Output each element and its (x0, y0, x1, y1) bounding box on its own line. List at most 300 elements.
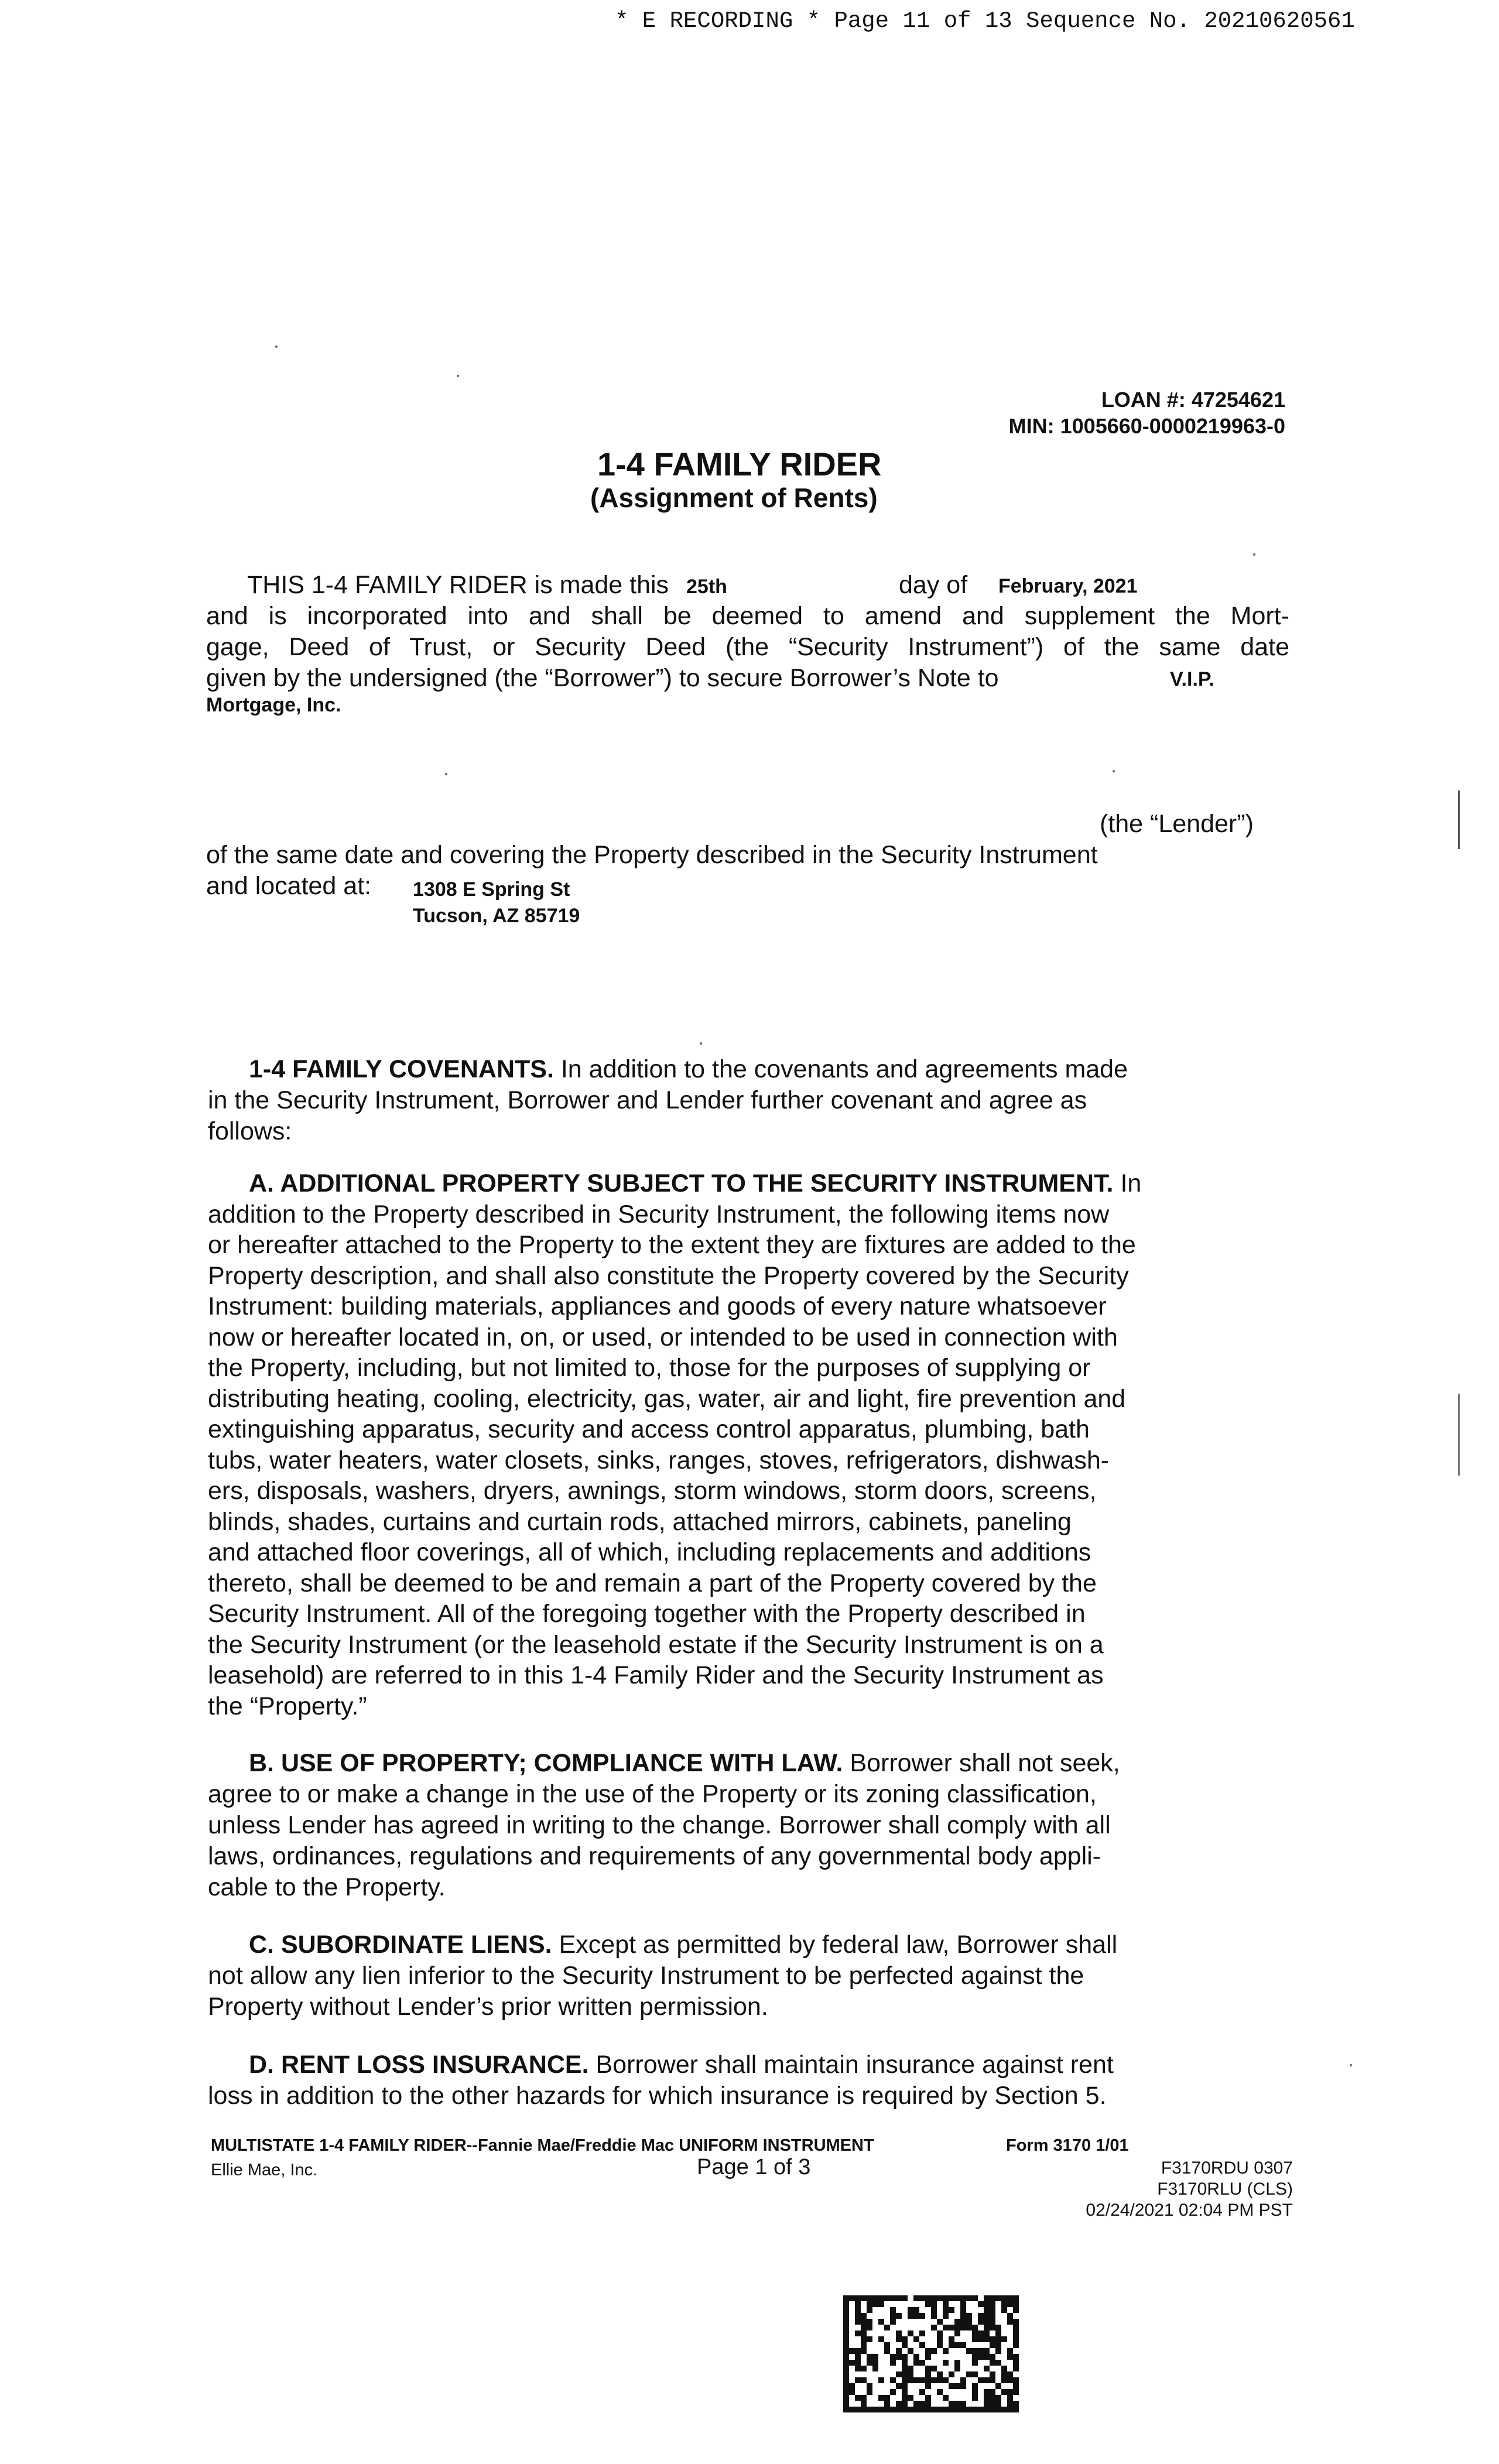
barcode-module (1013, 2325, 1019, 2330)
barcode-module (949, 2383, 954, 2389)
barcode-module (849, 2407, 855, 2412)
barcode-module (884, 2348, 890, 2354)
barcode-module (943, 2313, 949, 2319)
barcode-module (878, 2336, 884, 2342)
barcode-module (855, 2319, 861, 2325)
barcode-module (937, 2377, 943, 2383)
barcode-module (931, 2295, 937, 2301)
barcode-module (949, 2295, 954, 2301)
section-b (208, 1748, 1291, 1903)
section-b-line: unless Lender has agreed in writing to the change. Borrower shall comply with all (208, 1811, 1111, 1839)
barcode-module (1013, 2307, 1019, 2313)
barcode-module (849, 2295, 855, 2301)
rider-day: 25th (686, 576, 727, 598)
barcode-module (1007, 2348, 1013, 2354)
barcode-module (867, 2319, 872, 2325)
barcode-module (872, 2301, 878, 2307)
section-a-line: addition to the Property described in Security Instrument, the following items now (208, 1200, 1110, 1228)
barcode-module (925, 2395, 931, 2401)
barcode-module (919, 2360, 925, 2366)
barcode-module (867, 2325, 872, 2330)
barcode-module (931, 2307, 937, 2313)
barcode-module (990, 2295, 995, 2301)
barcode-module (925, 2401, 931, 2407)
barcode-module (960, 2407, 966, 2412)
barcode-module (919, 2389, 925, 2395)
barcode-module (872, 2354, 878, 2360)
barcode-module (913, 2295, 919, 2301)
barcode-module (990, 2307, 995, 2313)
barcode-module (872, 2360, 878, 2366)
barcode-module (855, 2354, 861, 2360)
barcode-module (984, 2301, 990, 2307)
barcode-module (902, 2354, 908, 2360)
scan-speck (457, 375, 459, 377)
page-subtitle: (Assignment of Rents) (590, 482, 878, 513)
barcode-module (843, 2371, 849, 2377)
barcode-module (867, 2307, 872, 2313)
barcode-module (931, 2313, 937, 2319)
section-a-line: or hereafter attached to the Property to the extent they are fixtures are added to the (208, 1231, 1136, 1259)
barcode-module (949, 2401, 954, 2407)
barcode-module (995, 2407, 1001, 2412)
barcode-module (855, 2366, 861, 2371)
covenants-text-1: In addition to the covenants and agreements made (560, 1055, 1128, 1083)
barcode-module (896, 2407, 902, 2412)
section-d (208, 2049, 1291, 2111)
barcode-module (943, 2348, 949, 2354)
barcode-module (913, 2401, 919, 2407)
barcode-module (843, 2395, 849, 2401)
barcode-module (966, 2325, 972, 2330)
barcode-module (1001, 2366, 1007, 2371)
barcode-module (843, 2342, 849, 2348)
barcode-module (902, 2360, 908, 2366)
barcode-module (861, 2336, 867, 2342)
barcode-module (966, 2295, 972, 2301)
barcode-module (984, 2307, 990, 2313)
section-a (208, 1168, 1291, 1722)
barcode-module (878, 2295, 884, 2301)
barcode-module (843, 2319, 849, 2325)
section-a-first-word: In (1120, 1169, 1142, 1197)
scan-speck (700, 1042, 702, 1045)
section-b-line-0 (208, 1748, 1291, 1779)
covenants-intro (208, 1054, 1291, 1147)
recording-header: * E RECORDING * Page 11 of 13 Sequence No. 20210620561 (615, 8, 1355, 34)
barcode-module (990, 2389, 995, 2395)
barcode-module (990, 2395, 995, 2401)
barcode-module (949, 2342, 954, 2348)
barcode-module (902, 2407, 908, 2412)
barcode-module (995, 2330, 1001, 2336)
barcode-module (867, 2354, 872, 2360)
barcode-module (896, 2295, 902, 2301)
barcode-module (849, 2360, 855, 2366)
barcode-module (1013, 2330, 1019, 2336)
barcode-module (943, 2395, 949, 2401)
barcode-module (867, 2295, 872, 2301)
barcode-module (954, 2295, 960, 2301)
barcode-module (843, 2383, 849, 2389)
rider-month-year: February, 2021 (998, 575, 1138, 597)
barcode-module (843, 2360, 849, 2366)
barcode-module (1013, 2407, 1019, 2412)
barcode-module (861, 2325, 867, 2330)
barcode-module (1007, 2377, 1013, 2383)
barcode-module (843, 2301, 849, 2307)
barcode-module (937, 2389, 943, 2395)
barcode-module (913, 2407, 919, 2412)
barcode-module (931, 2301, 937, 2307)
barcode-module (1013, 2366, 1019, 2371)
barcode-module (919, 2377, 925, 2383)
barcode-module (995, 2360, 1001, 2366)
barcode-module (931, 2407, 937, 2412)
barcode-module (919, 2342, 925, 2348)
barcode-module (954, 2407, 960, 2412)
barcode-module (972, 2389, 978, 2395)
barcode-module (954, 2366, 960, 2371)
barcode-module (1007, 2389, 1013, 2395)
barcode-module (984, 2348, 990, 2354)
barcode-module (943, 2307, 949, 2313)
scan-edge-mark (1458, 790, 1460, 849)
barcode-module (1007, 2319, 1013, 2325)
barcode-module (913, 2307, 919, 2313)
barcode-module (995, 2383, 1001, 2389)
barcode-module (913, 2313, 919, 2319)
barcode-module (937, 2295, 943, 2301)
barcode-module (990, 2407, 995, 2412)
barcode-module (978, 2319, 984, 2325)
barcode-module (960, 2307, 966, 2313)
barcode-module (908, 2395, 913, 2401)
barcode-module (1013, 2383, 1019, 2389)
barcode-module (995, 2348, 1001, 2354)
barcode-module (878, 2301, 884, 2307)
barcode-module (954, 2360, 960, 2366)
barcode-module (1007, 2401, 1013, 2407)
barcode-module (884, 2325, 890, 2330)
section-c-heading: C. SUBORDINATE LIENS. (249, 1931, 552, 1959)
intro-line-5: of the same date and covering the Property described in the Security Instrument (206, 841, 1098, 869)
barcode-module (902, 2295, 908, 2301)
barcode-module (990, 2301, 995, 2307)
barcode-module (908, 2313, 913, 2319)
barcode-module (984, 2401, 990, 2407)
barcode-module (972, 2330, 978, 2336)
barcode-module (984, 2377, 990, 2383)
barcode-module (884, 2395, 890, 2401)
barcode-module (867, 2389, 872, 2395)
barcode-module (890, 2377, 896, 2383)
barcode-module (861, 2342, 867, 2348)
barcode-module (913, 2360, 919, 2366)
barcode-module (931, 2348, 937, 2354)
barcode-module (966, 2407, 972, 2412)
barcode-module (861, 2313, 867, 2319)
barcode-module (855, 2307, 861, 2313)
barcode-module (896, 2330, 902, 2336)
barcode-module (925, 2295, 931, 2301)
barcode-module (960, 2313, 966, 2319)
barcode-module (884, 2401, 890, 2407)
covenants-line-3: follows: (208, 1117, 292, 1145)
barcode-module (908, 2407, 913, 2412)
barcode-module (984, 2330, 990, 2336)
barcode-module (960, 2401, 966, 2407)
barcode-module (861, 2319, 867, 2325)
barcode-module (1001, 2295, 1007, 2301)
barcode-module (925, 2371, 931, 2377)
barcode-module (855, 2313, 861, 2319)
property-address-line-2: Tucson, AZ 85719 (413, 905, 580, 927)
barcode-module (867, 2360, 872, 2366)
barcode-module (855, 2395, 861, 2401)
barcode-module (867, 2336, 872, 2342)
barcode-module (1013, 2389, 1019, 2395)
barcode-module (843, 2348, 849, 2354)
section-b-first: Borrower shall not seek, (850, 1749, 1120, 1777)
barcode-module (937, 2336, 943, 2342)
barcode-module (1013, 2336, 1019, 2342)
barcode-module (908, 2330, 913, 2336)
barcode-module (884, 2407, 890, 2412)
barcode-module (896, 2313, 902, 2319)
barcode-module (1013, 2301, 1019, 2307)
barcode-module (990, 2377, 995, 2383)
barcode-module (1007, 2313, 1013, 2319)
barcode-module (937, 2319, 943, 2325)
intro-day-of: day of (899, 571, 968, 599)
barcode-module (978, 2330, 984, 2336)
section-b-line: cable to the Property. (208, 1873, 446, 1901)
intro-line-6: and located at: (206, 872, 372, 900)
barcode-module (849, 2348, 855, 2354)
barcode-module (954, 2342, 960, 2348)
barcode-module (890, 2313, 896, 2319)
barcode-module (984, 2319, 990, 2325)
barcode-module (990, 2371, 995, 2377)
barcode-module (855, 2348, 861, 2354)
barcode-module (1001, 2307, 1007, 2313)
barcode-module (966, 2371, 972, 2377)
lender-name-part-1: V.I.P. (1170, 668, 1214, 690)
barcode-module (843, 2307, 849, 2313)
barcode-module (972, 2407, 978, 2412)
section-b-line: agree to or make a change in the use of the Property or its zoning classification, (208, 1780, 1097, 1808)
barcode-module (1013, 2342, 1019, 2348)
intro-line-2: and is incorporated into and shall be deemed to amend and supplement the Mort- (206, 602, 1289, 630)
barcode-module (902, 2383, 908, 2389)
barcode-module (954, 2325, 960, 2330)
barcode-module (855, 2330, 861, 2336)
barcode-module (1007, 2354, 1013, 2360)
barcode-module (943, 2301, 949, 2307)
barcode-module (966, 2313, 972, 2319)
barcode-module (1001, 2301, 1007, 2307)
barcode-module (960, 2383, 966, 2389)
barcode-module (878, 2407, 884, 2412)
section-a-line: now or hereafter located in, on, or used, or intended to be used in connection with (208, 1323, 1118, 1351)
barcode-module (1013, 2401, 1019, 2407)
covenants-line-2: in the Security Instrument, Borrower and Lender further covenant and agree as (208, 1086, 1087, 1114)
barcode-module (949, 2336, 954, 2342)
barcode-module (890, 2354, 896, 2360)
barcode-module (908, 2371, 913, 2377)
section-a-line: thereto, shall be deemed to be and remain a part of the Property covered by the (208, 1569, 1097, 1597)
barcode-module (1007, 2301, 1013, 2307)
barcode-module (990, 2342, 995, 2348)
barcode-module (925, 2383, 931, 2389)
barcode-module (1013, 2377, 1019, 2383)
barcode-module (960, 2295, 966, 2301)
barcode-module (872, 2366, 878, 2371)
barcode-module (937, 2342, 943, 2348)
barcode-module (896, 2354, 902, 2360)
barcode-module (890, 2307, 896, 2313)
section-c-line: Property without Lender’s prior written permission. (208, 1993, 768, 2021)
barcode-module (949, 2325, 954, 2330)
barcode-module (843, 2295, 849, 2301)
barcode-module (925, 2354, 931, 2360)
section-c-line: not allow any lien inferior to the Security Instrument to be perfected against the (208, 1962, 1084, 1990)
barcode-module (978, 2354, 984, 2360)
barcode-module (1013, 2360, 1019, 2366)
footer-form: Form 3170 1/01 (1006, 2136, 1129, 2155)
barcode-module (990, 2325, 995, 2330)
section-a-heading: A. ADDITIONAL PROPERTY SUBJECT TO THE SECURITY INSTRUMENT. (249, 1169, 1114, 1197)
barcode-module (843, 2336, 849, 2342)
covenants-line-1 (208, 1054, 1291, 1085)
barcode-module (843, 2313, 849, 2319)
barcode-module (919, 2401, 925, 2407)
barcode-module (884, 2342, 890, 2348)
section-a-line: and attached floor coverings, all of which, including replacements and additions (208, 1538, 1091, 1566)
barcode-module (972, 2348, 978, 2354)
barcode-module (1013, 2295, 1019, 2301)
footer-company: Ellie Mae, Inc. (211, 2161, 318, 2179)
footer-code-2: F3170RLU (CLS) (1157, 2179, 1293, 2199)
scan-edge-mark (1458, 1394, 1460, 1476)
barcode-module (913, 2336, 919, 2342)
scan-speck (445, 773, 447, 775)
section-a-line: distributing heating, cooling, electricity, gas, water, air and light, fire prevention and (208, 1384, 1126, 1413)
barcode-module (1001, 2371, 1007, 2377)
barcode-module (943, 2295, 949, 2301)
barcode-module (984, 2354, 990, 2360)
barcode-module (984, 2313, 990, 2319)
barcode-module (1001, 2377, 1007, 2383)
barcode-module (943, 2377, 949, 2383)
section-a-line: the “Property.” (208, 1692, 367, 1720)
barcode-module (890, 2389, 896, 2395)
section-a-line: leasehold) are referred to in this 1-4 Family Rider and the Security Instrument as (208, 1661, 1104, 1689)
scan-speck (1253, 553, 1255, 556)
section-a-line: the Security Instrument (or the leasehold estate if the Security Instrument is on a (208, 1630, 1104, 1659)
barcode-module (931, 2377, 937, 2383)
barcode-module (896, 2401, 902, 2407)
barcode-module (855, 2360, 861, 2366)
barcode-module (902, 2342, 908, 2348)
barcode-module (960, 2319, 966, 2325)
section-d-first: Borrower shall maintain insurance against rent (596, 2051, 1114, 2079)
barcode-module (984, 2395, 990, 2401)
barcode-module (902, 2389, 908, 2395)
barcode-module (1007, 2371, 1013, 2377)
barcode-module (978, 2301, 984, 2307)
barcode-module (1001, 2389, 1007, 2395)
barcode-module (849, 2383, 855, 2389)
barcode-module (954, 2330, 960, 2336)
barcode-module (861, 2295, 867, 2301)
barcode-module (984, 2366, 990, 2371)
barcode-module (984, 2295, 990, 2301)
scan-speck (1113, 770, 1115, 772)
barcode-module (861, 2377, 867, 2383)
lender-name-part-2: Mortgage, Inc. (206, 694, 341, 716)
barcode-module (954, 2383, 960, 2389)
barcode-module (913, 2377, 919, 2383)
barcode-module (972, 2354, 978, 2360)
barcode-module (1007, 2407, 1013, 2412)
barcode-module (843, 2354, 849, 2360)
intro-line-4: given by the undersigned (the “Borrower”) to secure Borrower’s Note to (206, 664, 999, 692)
barcode-module (1013, 2319, 1019, 2325)
barcode-module (890, 2319, 896, 2325)
section-c (208, 1929, 1291, 2022)
barcode-module (867, 2383, 872, 2389)
barcode-module (972, 2383, 978, 2389)
barcode-module (925, 2348, 931, 2354)
barcode-module (908, 2348, 913, 2354)
intro-text-a: THIS 1-4 FAMILY RIDER is made this (247, 571, 669, 599)
barcode-module (855, 2301, 861, 2307)
barcode-module (908, 2377, 913, 2383)
barcode-module (855, 2295, 861, 2301)
loan-number: LOAN #: 47254621 (1101, 388, 1285, 412)
barcode-module (1001, 2407, 1007, 2412)
barcode-module (972, 2395, 978, 2401)
barcode-module (949, 2407, 954, 2412)
scan-speck (275, 345, 278, 348)
barcode-module (960, 2301, 966, 2307)
barcode-module (949, 2371, 954, 2377)
barcode-module (890, 2295, 896, 2301)
intro-line-3: gage, Deed of Trust, or Security Deed (the “Security Instrument”) of the same date (206, 633, 1289, 661)
barcode-module (919, 2407, 925, 2412)
barcode-module (972, 2325, 978, 2330)
barcode-module (931, 2366, 937, 2371)
barcode-module (925, 2407, 931, 2412)
barcode-icon (843, 2295, 1019, 2412)
barcode-module (902, 2371, 908, 2377)
barcode-module (972, 2336, 978, 2342)
barcode-module (995, 2325, 1001, 2330)
barcode-module (861, 2366, 867, 2371)
barcode-module (990, 2336, 995, 2342)
section-a-line: tubs, water heaters, water closets, sinks, ranges, stoves, refrigerators, dishwash- (208, 1446, 1110, 1474)
barcode-module (1007, 2395, 1013, 2401)
barcode-module (995, 2401, 1001, 2407)
intro-line-1 (247, 571, 727, 600)
barcode-module (1013, 2354, 1019, 2360)
barcode-module (937, 2407, 943, 2412)
barcode-module (843, 2401, 849, 2407)
barcode-module (855, 2407, 861, 2412)
barcode-module (995, 2342, 1001, 2348)
